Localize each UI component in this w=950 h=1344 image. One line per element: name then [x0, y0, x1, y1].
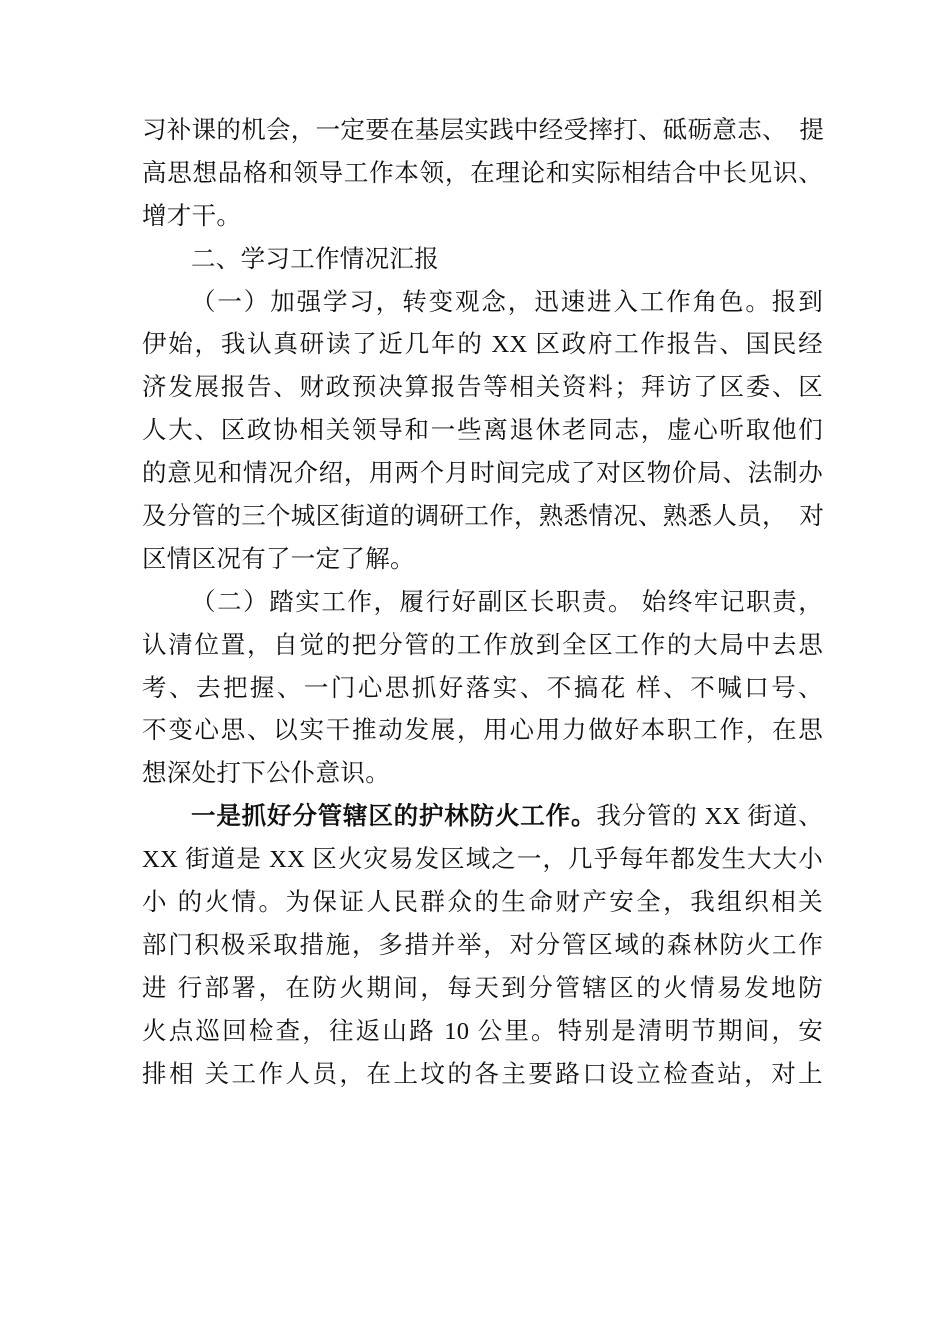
body-line: 增才干。: [142, 202, 242, 230]
subsection-heading-line: （一）加强学习，转变观念，迅速进入工作角色。报到: [191, 288, 823, 316]
body-text-after-heading: 我分管的 XX 街道、: [596, 803, 823, 831]
section-heading-line: 二、学习工作情况汇报: [191, 245, 439, 273]
body-line: 进 行部署，在防火期间，每天到分管辖区的火情易发地防: [142, 974, 823, 1002]
body-line: XX 街道是 XX 区火灾易发区域之一，几乎每年都发生大大小: [142, 846, 823, 874]
document-text-block: [142, 110, 823, 1096]
body-line: 习补课的机会，一定要在基层实践中经受摔打、砥砺意志、 提: [142, 117, 825, 144]
body-line: 排相 关工作人员，在上坟的各主要路口设立检查站，对上: [142, 1060, 823, 1088]
subsection-heading-line: （二）踏实工作，履行好副区长职责。 始终牢记职责，: [191, 588, 823, 616]
bold-heading-text: 一是抓好分管辖区的护林防火工作。: [191, 803, 597, 831]
body-line: 认清位置，自觉的把分管的工作放到全区工作的大局中去思: [142, 631, 823, 659]
body-line: 的意见和情况介绍，用两个月时间完成了对区物价局、法制办: [142, 460, 823, 488]
body-line: 火点巡回检查，往返山路 10 公里。特别是清明节期间，安: [142, 1017, 823, 1045]
body-line: 及分管的三个城区街道的调研工作，熟悉情况、熟悉人员， 对: [142, 503, 825, 531]
body-line: 小 的火情。为保证人民群众的生命财产安全，我组织相关: [142, 889, 823, 917]
body-line: 人大、区政协相关领导和一些离退休老同志，虚心听取他们: [142, 417, 823, 445]
body-line: 考、去把握、一门心思抓好落实、不搞花 样、不喊口号、: [142, 674, 823, 702]
bold-heading-line: [142, 796, 823, 839]
body-line: 不变心思、以实干推动发展，用心用力做好本职工作，在思: [142, 717, 823, 745]
body-line: 部门积极采取措施，多措并举，对分管区域的森林防火工作: [142, 931, 823, 959]
body-line: 区情区况有了一定了解。: [142, 545, 415, 573]
body-line: 想深处打下公仆意识。: [142, 760, 390, 788]
body-line: 伊始，我认真研读了近几年的 XX 区政府工作报告、国民经: [142, 331, 823, 359]
body-line: 济发展报告、财政预决算报告等相关资料；拜访了区委、区: [142, 374, 823, 402]
body-line: 高思想品格和领导工作本领，在理论和实际相结合中长见识、: [142, 159, 823, 187]
